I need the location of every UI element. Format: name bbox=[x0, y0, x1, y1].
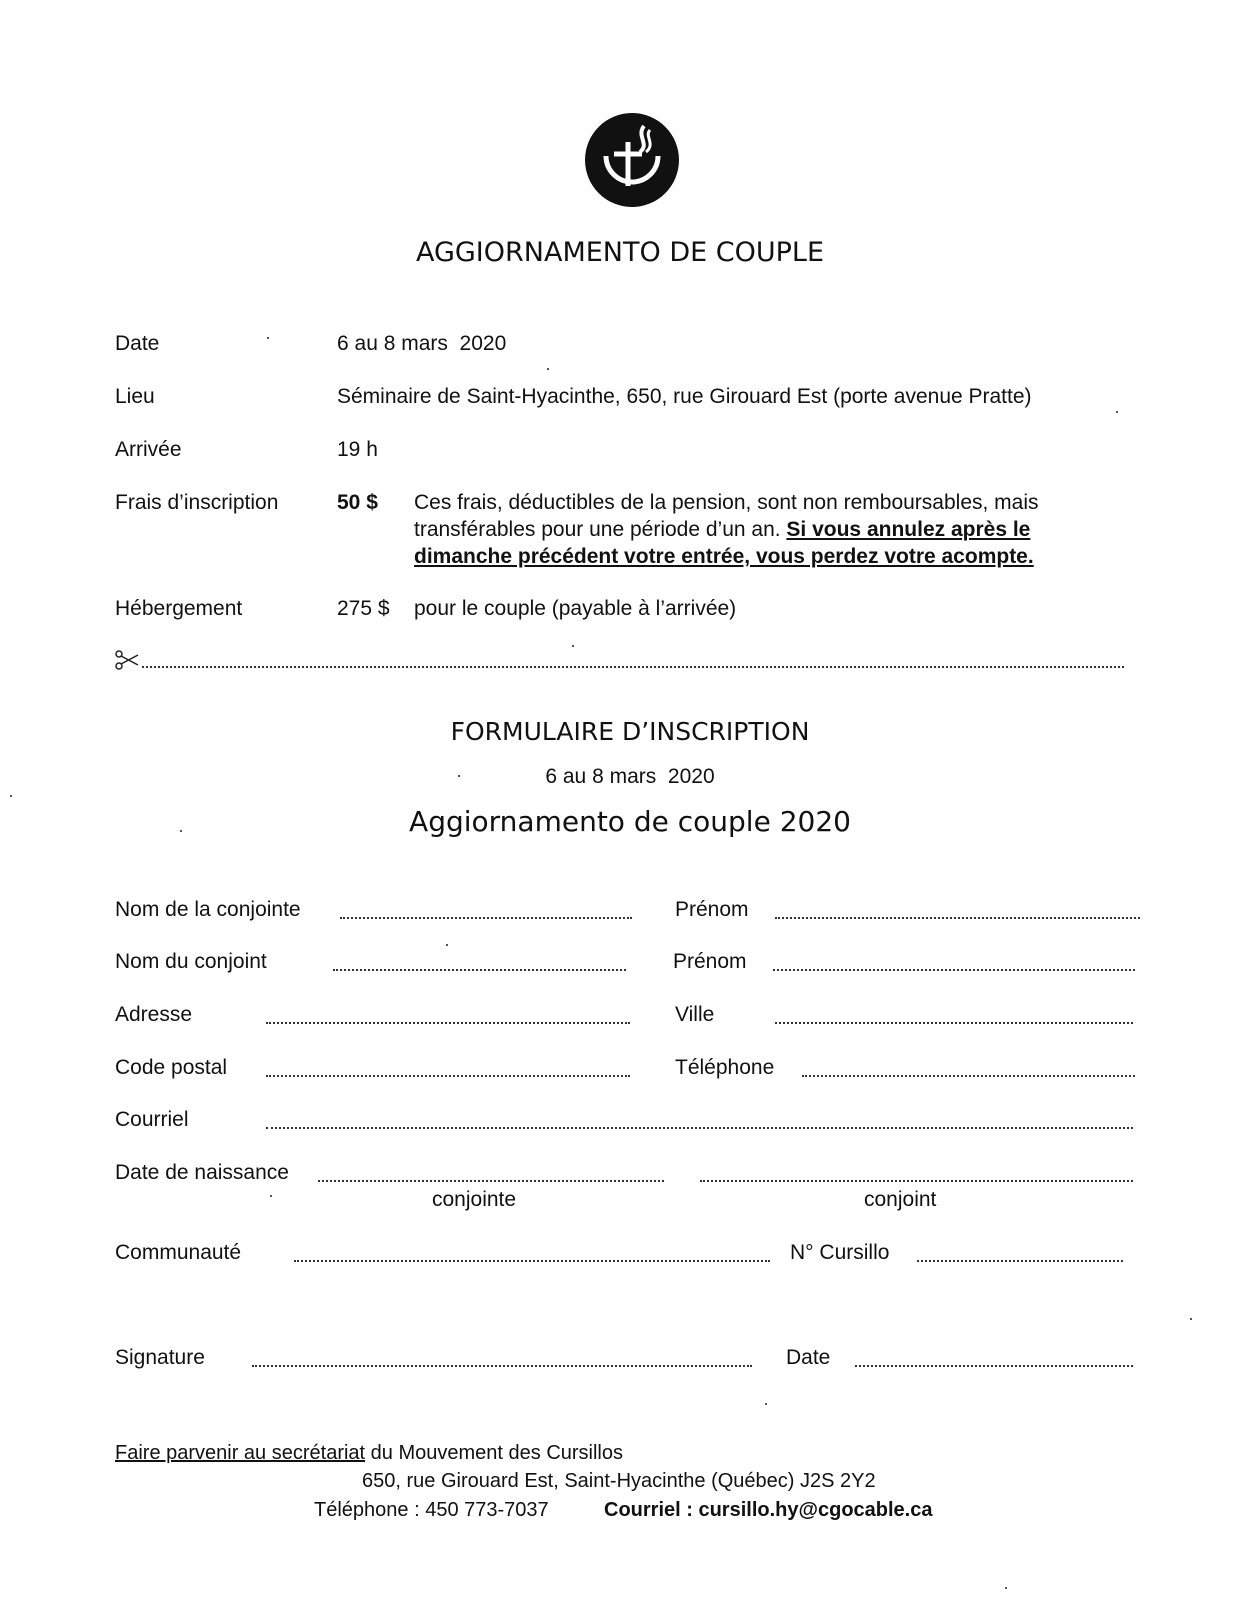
date-value: 6 au 8 mars 2020 bbox=[337, 332, 507, 355]
courriel-label: Courriel bbox=[115, 1108, 189, 1131]
scissors-icon bbox=[115, 650, 139, 670]
lieu-value: Séminaire de Saint-Hyacinthe, 650, rue Girouard Est (porte avenue Pratte) bbox=[337, 385, 1032, 408]
scan-speck bbox=[765, 1403, 767, 1405]
code-postal-field[interactable] bbox=[266, 1075, 630, 1077]
scan-speck bbox=[267, 337, 269, 339]
prenom-1-label: Prénom bbox=[675, 898, 749, 921]
frais-line-3: dimanche précédent votre entrée, vous perdez votre acompte. bbox=[414, 545, 1034, 568]
cursillo-logo-icon bbox=[584, 112, 680, 208]
page-title: AGGIORNAMENTO DE COUPLE bbox=[415, 237, 825, 268]
adresse-label: Adresse bbox=[115, 1003, 193, 1026]
prenom-1-field[interactable] bbox=[775, 917, 1140, 919]
scan-speck bbox=[270, 1195, 272, 1197]
signature-field[interactable] bbox=[252, 1365, 752, 1367]
date-label: Date bbox=[115, 332, 160, 355]
scan-speck bbox=[10, 795, 12, 797]
ville-field[interactable] bbox=[775, 1022, 1133, 1024]
scan-speck bbox=[1190, 1318, 1192, 1320]
nom-conjointe-field[interactable] bbox=[340, 917, 632, 919]
courriel-field[interactable] bbox=[266, 1127, 1133, 1129]
footer-send-rest: du Mouvement des Cursillos bbox=[365, 1442, 623, 1464]
footer-email: Courriel : cursillo.hy@cgocable.ca bbox=[604, 1499, 933, 1521]
footer-address: 650, rue Girouard Est, Saint-Hyacinthe (Québec) J2S 2Y2 bbox=[362, 1470, 876, 1492]
form-heading: FORMULAIRE D’INSCRIPTION bbox=[450, 717, 810, 746]
ville-label: Ville bbox=[675, 1003, 715, 1026]
no-cursillo-field[interactable] bbox=[917, 1260, 1123, 1262]
nom-conjointe-label: Nom de la conjointe bbox=[115, 898, 301, 921]
prenom-2-label: Prénom bbox=[673, 950, 747, 973]
form-date: 6 au 8 mars 2020 bbox=[545, 765, 715, 788]
arrivee-value: 19 h bbox=[337, 438, 378, 461]
footer-phone: Téléphone : 450 773-7037 bbox=[314, 1499, 549, 1521]
nom-conjoint-label: Nom du conjoint bbox=[115, 950, 267, 973]
telephone-label: Téléphone bbox=[675, 1056, 775, 1079]
hebergement-desc: pour le couple (payable à l’arrivée) bbox=[414, 597, 737, 620]
signature-date-field[interactable] bbox=[855, 1365, 1133, 1367]
form-subtitle: Aggiornamento de couple 2020 bbox=[409, 805, 851, 838]
frais-amount: 50 $ bbox=[337, 491, 378, 514]
no-cursillo-label: N° Cursillo bbox=[790, 1241, 890, 1264]
frais-line-2-bold: Si vous annulez après le bbox=[786, 518, 1031, 541]
hebergement-label: Hébergement bbox=[115, 597, 243, 620]
date-naissance-conjointe-field[interactable] bbox=[318, 1180, 664, 1182]
scan-speck bbox=[547, 368, 549, 370]
telephone-field[interactable] bbox=[802, 1075, 1135, 1077]
date-naissance-conjoint-field[interactable] bbox=[700, 1180, 1133, 1182]
hebergement-amount: 275 $ bbox=[337, 597, 390, 620]
communaute-field[interactable] bbox=[294, 1260, 770, 1262]
scan-speck bbox=[458, 775, 460, 777]
scan-speck bbox=[572, 645, 574, 647]
nom-conjoint-field[interactable] bbox=[333, 969, 626, 971]
frais-label: Frais d’inscription bbox=[115, 491, 279, 514]
code-postal-label: Code postal bbox=[115, 1056, 228, 1079]
date-naissance-label: Date de naissance bbox=[115, 1161, 289, 1184]
lieu-label: Lieu bbox=[115, 385, 155, 408]
frais-line-2 bbox=[414, 518, 1030, 542]
signature-label: Signature bbox=[115, 1346, 205, 1369]
cut-line bbox=[142, 666, 1124, 668]
frais-line-2-plain: transférables pour une période d’un an. bbox=[414, 518, 787, 541]
frais-line-1: Ces frais, déductibles de la pension, sont non remboursables, mais bbox=[414, 491, 1039, 514]
scan-speck bbox=[180, 830, 182, 832]
prenom-2-field[interactable] bbox=[773, 969, 1135, 971]
scan-speck bbox=[1116, 411, 1118, 413]
conjoint-label: conjoint bbox=[864, 1188, 937, 1211]
footer-send bbox=[115, 1442, 623, 1465]
communaute-label: Communauté bbox=[115, 1241, 242, 1264]
arrivee-label: Arrivée bbox=[115, 438, 182, 461]
conjointe-label: conjointe bbox=[432, 1188, 517, 1211]
adresse-field[interactable] bbox=[266, 1022, 630, 1024]
signature-date-label: Date bbox=[786, 1346, 831, 1369]
scan-speck bbox=[1005, 1587, 1007, 1589]
scan-speck bbox=[446, 944, 448, 946]
footer-send-underlined: Faire parvenir au secrétariat bbox=[115, 1442, 366, 1464]
